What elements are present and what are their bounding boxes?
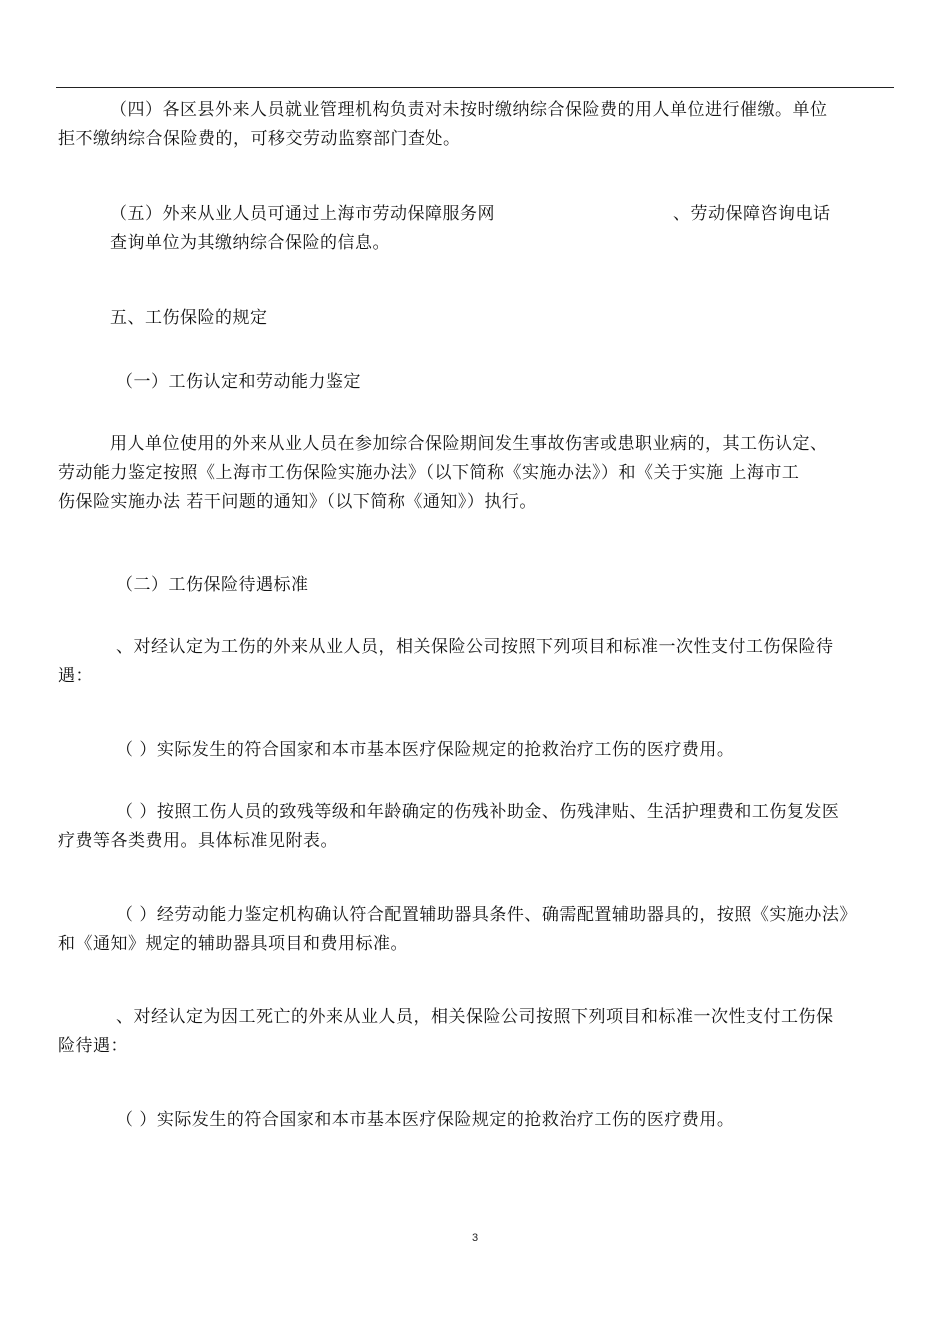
subsection-heading: （二）工伤保险待遇标准 xyxy=(116,575,309,595)
subsection-one-title xyxy=(58,368,892,397)
section-heading: 五、工伤保险的规定 xyxy=(110,308,268,328)
paragraph-line: 遇： xyxy=(58,666,93,686)
paragraph-item-one xyxy=(58,633,892,691)
paragraph-line: （ ）实际发生的符合国家和本市基本医疗保险规定的抢救治疗工伤的医疗费用。 xyxy=(116,740,735,760)
paragraph-line: 伤保险实施办法 若干问题的通知》（以下简称《通知》）执行。 xyxy=(58,492,537,512)
paragraph-line: 用人单位使用的外来从业人员在参加综合保险期间发生事故伤害或患职业病的，其工伤认定、 xyxy=(110,434,828,454)
paragraph-line: 疗费等各类费用。具体标准见附表。 xyxy=(58,831,338,851)
header-rule xyxy=(56,87,894,88)
paragraph-line xyxy=(58,200,892,229)
paragraph-line: （四）各区县外来人员就业管理机构负责对未按时缴纳综合保险费的用人单位进行催缴。单位 xyxy=(110,100,828,120)
paragraph-item-one-a xyxy=(58,736,892,765)
paragraph-five xyxy=(58,200,892,258)
paragraph-subsection-one xyxy=(58,430,892,517)
paragraph-line: 和《通知》规定的辅助器具项目和费用标准。 xyxy=(58,934,408,954)
paragraph-line: 拒不缴纳综合保险费的，可移交劳动监察部门查处。 xyxy=(58,129,461,149)
subsection-heading: （一）工伤认定和劳动能力鉴定 xyxy=(116,372,361,392)
paragraph-line: 险待遇： xyxy=(58,1036,128,1056)
section-five-title xyxy=(58,304,892,333)
paragraph-line: （ ）实际发生的符合国家和本市基本医疗保险规定的抢救治疗工伤的医疗费用。 xyxy=(116,1110,735,1130)
paragraph-item-two xyxy=(58,1003,892,1061)
paragraph-item-two-a xyxy=(58,1106,892,1135)
page-number: 3 xyxy=(471,1232,479,1244)
paragraph-item-one-c xyxy=(58,901,892,959)
paragraph-text: （五）外来从业人员可通过上海市劳动保障服务网 xyxy=(110,204,495,224)
paragraph-line: 劳动能力鉴定按照《上海市工伤保险实施办法》（以下简称《实施办法》）和《关于实施 上海市工 xyxy=(58,463,800,483)
paragraph-text: 、劳动保障咨询电话 xyxy=(673,204,831,224)
subsection-two-title xyxy=(58,571,892,600)
paragraph-four xyxy=(58,96,892,154)
paragraph-item-one-b xyxy=(58,798,892,856)
paragraph-line: （ ）按照工伤人员的致残等级和年龄确定的伤残补助金、伤残津贴、生活护理费和工伤复发医 xyxy=(116,802,840,822)
paragraph-line: 、对经认定为因工死亡的外来从业人员，相关保险公司按照下列项目和标准一次性支付工伤保 xyxy=(116,1007,834,1027)
paragraph-line: （ ）经劳动能力鉴定机构确认符合配置辅助器具条件、确需配置辅助器具的，按照《实施办法》 xyxy=(116,905,857,925)
paragraph-line: 、对经认定为工伤的外来从业人员，相关保险公司按照下列项目和标准一次性支付工伤保险待 xyxy=(116,637,834,657)
paragraph-line: 查询单位为其缴纳综合保险的信息。 xyxy=(110,233,390,253)
